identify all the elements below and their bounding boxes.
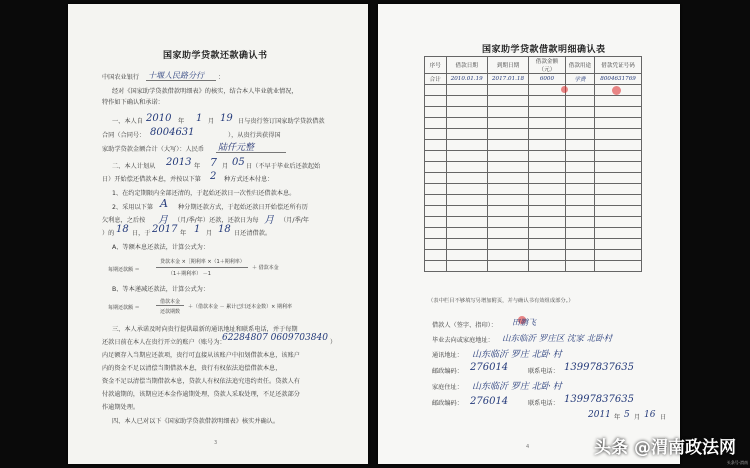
p2-text-d: 日（不早于毕业后还款起始 bbox=[246, 163, 321, 170]
left-document-page bbox=[68, 4, 368, 464]
mailing-address-value: 山东临沂 罗庄 北卧 村 bbox=[472, 350, 562, 360]
sign-date-day-suffix: 日 bbox=[660, 414, 667, 421]
bank-branch-handwriting: 十堰人民路分行 bbox=[148, 71, 204, 80]
p1-amount-line bbox=[216, 152, 286, 153]
formula-b-label: 每期还款额 ＝ bbox=[108, 305, 140, 311]
table-header-row bbox=[425, 57, 642, 74]
p2-text-b: 年 bbox=[194, 163, 201, 170]
borrower-label: 借款人（签字、指印）： bbox=[432, 322, 497, 329]
formula-b-numerator: 借款本金 bbox=[160, 299, 181, 305]
formula-b-title: B、等本递减还款法，计算公式为： bbox=[112, 286, 210, 293]
address-label: 毕业去向或家庭地址： bbox=[432, 337, 494, 344]
cell-loan-date: 2010.01.19 bbox=[446, 74, 487, 85]
phone-2-label: 联系电话： bbox=[528, 400, 559, 407]
p3-line-b: 还款日前在本人在贵行开立的账户（账号为： bbox=[102, 339, 226, 346]
table-row bbox=[425, 173, 642, 184]
table-footnote: （表中栏目不够填写另增加附页，并与确认书有效组成部分。） bbox=[428, 298, 574, 304]
p3-line-d: 内足额存入当期应还款项，贵行可直接从该账户中扣划借款本息，该账户 bbox=[102, 352, 300, 359]
p1-text-d: 日与贵行签订国家助学贷款借款 bbox=[238, 118, 325, 125]
method-2-day: 18 bbox=[116, 224, 129, 235]
method-2-text-g: 日，于 bbox=[132, 230, 151, 237]
home-address-value: 山东临沂 罗庄 北卧 村 bbox=[472, 382, 562, 392]
phone-2-value: 13997837635 bbox=[564, 394, 634, 405]
p1-text-c: 月 bbox=[208, 118, 215, 125]
header-no: 序号 bbox=[425, 57, 447, 74]
p2-year: 2013 bbox=[166, 157, 192, 168]
table-row bbox=[425, 217, 642, 228]
method-2-end-month: 1 bbox=[194, 224, 201, 235]
formula-b-fraction-bar bbox=[156, 305, 184, 306]
bank-prefix: 中国农业银行 bbox=[102, 74, 140, 81]
method-2-text-c: 欠利息，之后按 bbox=[102, 217, 146, 224]
bank-branch-line bbox=[146, 80, 216, 81]
formula-b-tail: ＋（借款本金 － 累计已归还本金数）× 期利率 bbox=[188, 304, 292, 310]
p3-account-number: 62284807 0609703840 bbox=[222, 333, 328, 343]
table-row bbox=[425, 195, 642, 206]
method-2-frequency-2: 月 bbox=[264, 215, 274, 226]
left-page-number: 3 bbox=[214, 440, 218, 446]
phone-value: 13997837635 bbox=[564, 362, 634, 373]
p1-text-a: 一、本人自 bbox=[112, 118, 143, 125]
p2-text-f: 种方式还本付息： bbox=[224, 176, 274, 183]
formula-a-denominator: （1＋期利率） －1 bbox=[168, 271, 211, 277]
sign-date-year-suffix: 年 bbox=[614, 414, 621, 421]
method-2-frequency: 月 bbox=[158, 215, 168, 226]
address-value: 山东临沂 罗庄区 沈家 北卧村 bbox=[502, 334, 613, 344]
sign-date-month-suffix: 月 bbox=[634, 414, 641, 421]
formula-a-tail: ＋ 借款本金 bbox=[252, 265, 279, 271]
p2-text-c: 月 bbox=[222, 163, 229, 170]
cell-purpose: 学费 bbox=[565, 74, 594, 85]
cell-no: 合计 bbox=[425, 74, 447, 85]
table-row bbox=[425, 129, 642, 140]
method-2-end-day: 18 bbox=[218, 224, 231, 235]
method-2-choice: A bbox=[160, 197, 168, 210]
sign-date-day: 16 bbox=[644, 410, 656, 420]
postcode-label: 邮政编码： bbox=[432, 368, 463, 375]
table-row bbox=[425, 118, 642, 129]
method-2-text-b: 种分期还款方式，于起始还款日开始偿还所有历 bbox=[178, 204, 308, 211]
p1-text-f: ），从贵行共获得国 bbox=[228, 132, 281, 139]
cell-due-date: 2017.01.18 bbox=[487, 74, 528, 85]
p3-line-f: 资金不足以清偿当期借款本息，贷款人有权依法追究违约责任。贷款人有 bbox=[102, 378, 300, 385]
red-fingerprint-stamp bbox=[561, 86, 568, 93]
p2-month: 7 bbox=[210, 156, 217, 169]
header-loan-date: 借款日期 bbox=[446, 57, 487, 74]
p1-year: 2010 bbox=[146, 113, 172, 124]
p1-text-b: 年 bbox=[178, 118, 185, 125]
phone-label: 联系电话： bbox=[528, 368, 559, 375]
intro-line-1: 经对《国家助学贷款借款明细表》的核实，结合本人毕业就业情况， bbox=[112, 88, 298, 95]
table-row bbox=[425, 85, 642, 96]
red-fingerprint-stamp bbox=[612, 86, 621, 95]
header-amount: 借款金额（元） bbox=[529, 57, 566, 74]
p3-line-a: 三、本人承诺及时向贵行提供最新的通讯地址和联系电话，并于每期 bbox=[112, 326, 298, 333]
table-row bbox=[425, 239, 642, 250]
table-row bbox=[425, 74, 642, 85]
borrower-signature: 田鹏飞 bbox=[512, 318, 536, 327]
p2-method-choice: 2 bbox=[210, 171, 217, 182]
mailing-address-label: 通讯地址： bbox=[432, 352, 463, 359]
method-2-text-h: 年 bbox=[180, 230, 187, 237]
p1-amount-written: 陆仟元整 bbox=[218, 143, 255, 153]
right-page-number: 4 bbox=[526, 444, 530, 450]
header-voucher: 借款凭证号码 bbox=[595, 57, 642, 74]
formula-b-denominator: 还款期数 bbox=[160, 309, 181, 315]
method-2-text-e: （月/季/年 bbox=[280, 217, 309, 224]
formula-a-numerator: 贷款本金 ×［期利率 ×（1＋期利率） bbox=[160, 259, 245, 265]
postcode-2-label: 邮政编码： bbox=[432, 400, 463, 407]
p1-day: 19 bbox=[220, 113, 233, 124]
table-row bbox=[425, 206, 642, 217]
method-2-text-j: 日还清借款。 bbox=[234, 230, 272, 237]
table-row bbox=[425, 107, 642, 118]
cell-amount: 6000 bbox=[529, 74, 566, 85]
table-row bbox=[425, 250, 642, 261]
formula-a-fraction-bar bbox=[156, 267, 248, 268]
header-due-date: 到期日期 bbox=[487, 57, 528, 74]
postcode-2-value: 276014 bbox=[470, 396, 509, 407]
p4-text: 四、本人已对以下《国家助学贷款借款明细表》核实并确认。 bbox=[112, 418, 280, 425]
sign-date-month: 5 bbox=[624, 410, 630, 420]
home-address-label: 家庭住址： bbox=[432, 384, 463, 391]
cell-voucher: 8004631769 bbox=[595, 74, 642, 85]
table-row bbox=[425, 184, 642, 195]
right-page-title: 国家助学贷款借款明细确认表 bbox=[482, 45, 606, 55]
p1-text-e: 合同（合同号： bbox=[102, 132, 146, 139]
table-row bbox=[425, 228, 642, 239]
postcode-value: 276014 bbox=[470, 362, 509, 373]
intro-line-2: 特作如下确认和承诺： bbox=[102, 99, 164, 106]
method-1-text: 1、在约定期限内全部还清的，于起始还款日一次性归还借款本息。 bbox=[112, 190, 296, 197]
formula-a-label: 每期还款额 ＝ bbox=[108, 267, 140, 273]
method-2-text-d: （月/季/年）还款，还款日为每 bbox=[174, 217, 259, 224]
bank-suffix: ： bbox=[218, 74, 225, 81]
p1-month: 1 bbox=[196, 113, 203, 124]
method-2-end-year: 2017 bbox=[152, 224, 178, 235]
table-row bbox=[425, 140, 642, 151]
watermark-text: 头条 @渭南政法网 bbox=[594, 438, 736, 458]
sign-date-year: 2011 bbox=[588, 410, 611, 420]
formula-a-title: A、等额本息还款法，计算公式为： bbox=[112, 244, 210, 251]
header-purpose: 借款用途 bbox=[565, 57, 594, 74]
method-2-text-f: ）的 bbox=[102, 230, 115, 237]
table-row bbox=[425, 96, 642, 107]
table-row bbox=[425, 162, 642, 173]
right-document-page bbox=[378, 4, 680, 464]
p3-line-g: 付款逾期的，该期应还本金作逾期处理，贷款人采取处理，不足还款部分 bbox=[102, 391, 300, 398]
p2-day: 05 bbox=[232, 157, 245, 168]
corner-mark: 头条号·渭南 bbox=[726, 460, 748, 465]
table-row bbox=[425, 151, 642, 162]
p3-line-e: 内的资金不足以清偿当期借款本息，贵行有权依法追偿借款本息， bbox=[102, 365, 282, 372]
p2-text-e: 日）开始偿还借款本息，并按以下第 bbox=[102, 176, 201, 183]
p3-line-c: ） bbox=[330, 339, 337, 346]
table-row bbox=[425, 261, 642, 272]
left-page-title: 国家助学贷款还款确认书 bbox=[163, 51, 268, 61]
method-2-text-a: 2、采用以下第 bbox=[112, 204, 154, 211]
p1-contract-number: 8004631 bbox=[150, 127, 195, 138]
p2-text-a: 二、本人计划从 bbox=[112, 163, 156, 170]
p1-text-g: 家助学贷款金额合计（大写）：人民币 bbox=[102, 146, 205, 153]
method-2-text-i: 月 bbox=[206, 230, 213, 237]
p3-line-h: 作逾期处理。 bbox=[102, 404, 140, 411]
loan-details-table bbox=[424, 56, 642, 272]
